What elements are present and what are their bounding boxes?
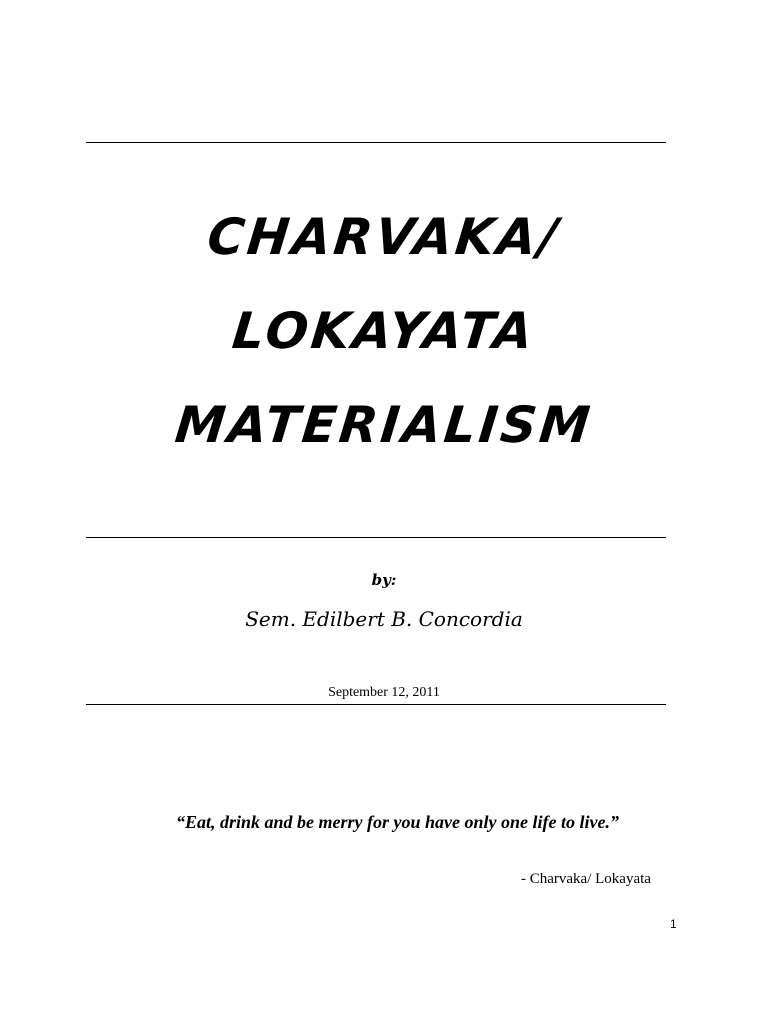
bottom-divider [86, 704, 666, 705]
epigraph-quote: “Eat, drink and be merry for you have only one life to live.” [176, 812, 619, 832]
title-line-2: LOKAYATA [229, 302, 539, 360]
by-label: by: [371, 571, 397, 589]
title-line-1: CHARVAKA/ [204, 208, 564, 266]
document-date: September 12, 2011 [328, 685, 440, 700]
author-name: Sem. Edilbert B. Concordia [245, 607, 523, 631]
middle-divider [86, 537, 666, 538]
quote-attribution: - Charvaka/ Lokayata [521, 871, 651, 887]
title-line-3: MATERIALISM [172, 396, 596, 454]
page-number: 1 [670, 917, 677, 931]
top-divider [86, 142, 666, 143]
